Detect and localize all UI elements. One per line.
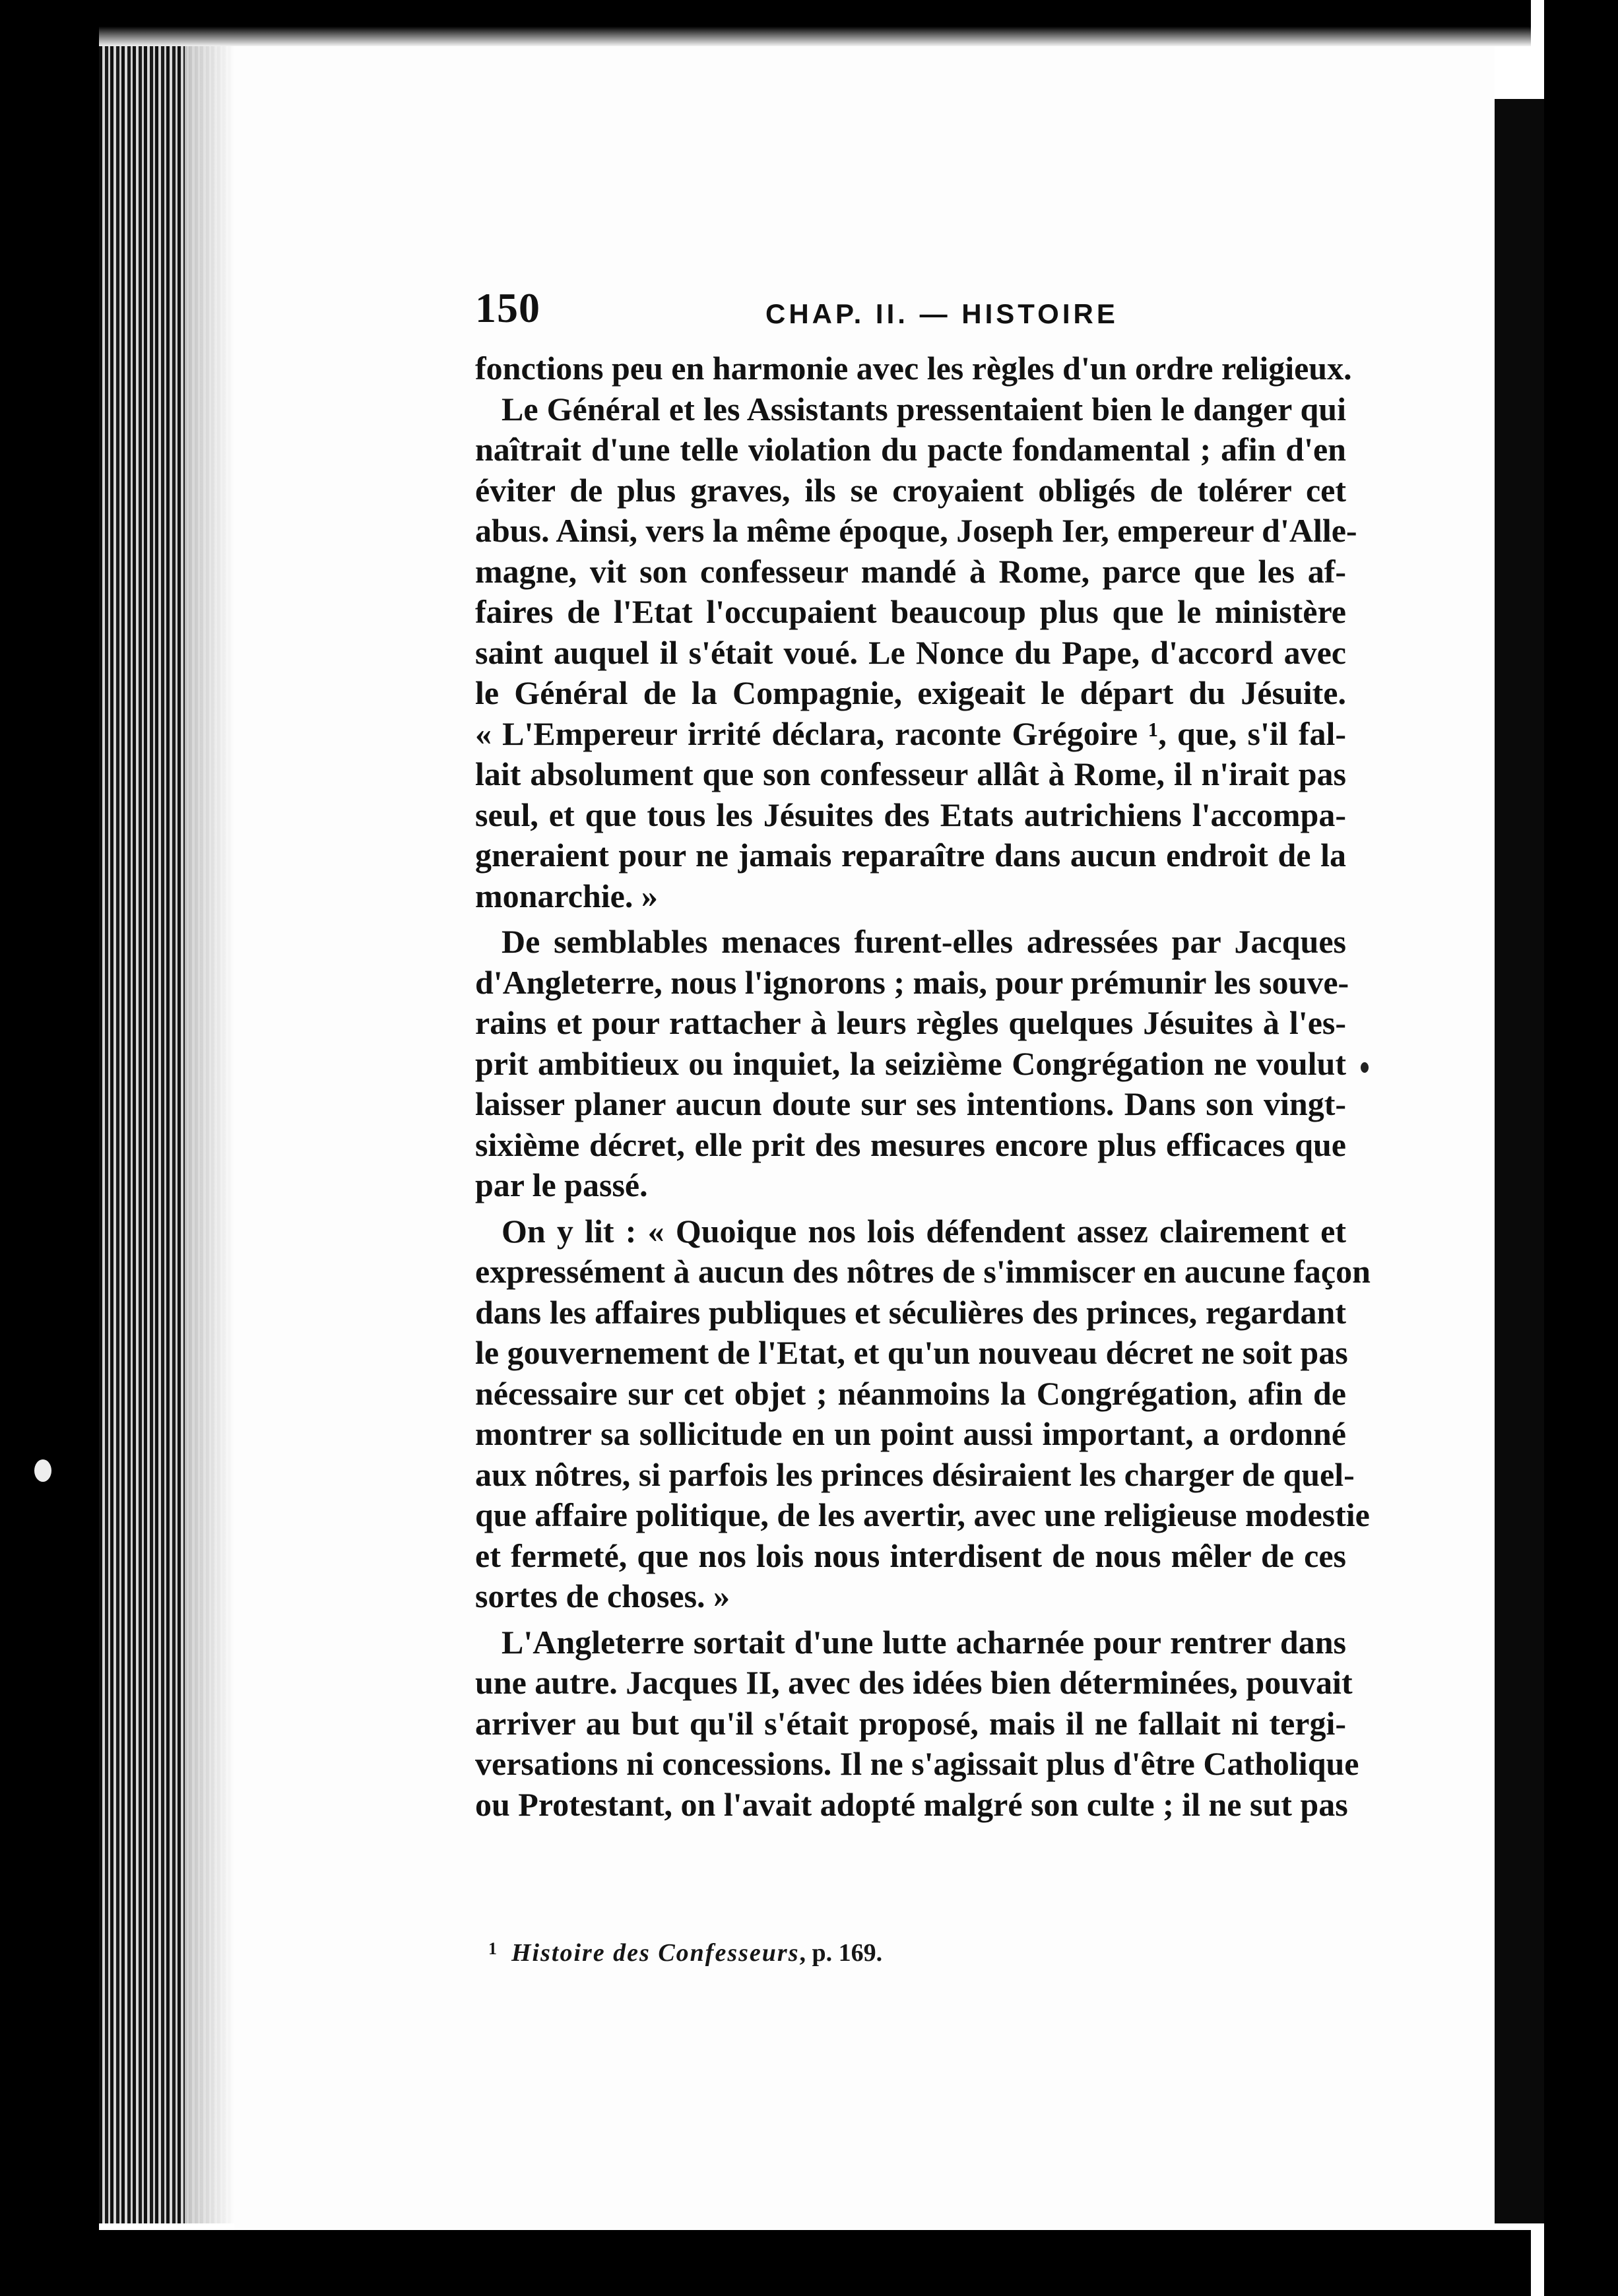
scan-right-border bbox=[1544, 0, 1618, 2296]
footnote-source: Histoire des Confesseurs bbox=[511, 1939, 800, 1967]
text-line: ou Protestant, on l'avait adopté malgré son culte ; il ne sut pas bbox=[475, 1785, 1348, 1823]
text-line: éviter de plus graves, ils se croyaient obligés de tolérer cet bbox=[475, 471, 1346, 509]
scan-top-border bbox=[99, 0, 1531, 46]
text-line: prit ambitieux ou inquiet, la seizième Congrégation ne voulut bbox=[475, 1044, 1346, 1082]
footnote-mark: 1 bbox=[488, 1939, 497, 1958]
text-line: une autre. Jacques II, avec des idées bien déterminées, pouvait bbox=[475, 1664, 1353, 1701]
text-line: montrer sa sollicitude en un point aussi important, a ordonné bbox=[475, 1415, 1346, 1452]
paragraph-gap bbox=[475, 916, 1346, 922]
text-line: par le passé. bbox=[475, 1166, 648, 1203]
text-line: De semblables menaces furent-elles adressées par Jacques bbox=[502, 923, 1346, 960]
text-line: le Général de la Compagnie, exigeait le départ du Jésuite. bbox=[475, 674, 1346, 711]
text-line: magne, vit son confesseur mandé à Rome, parce que les af- bbox=[475, 552, 1346, 590]
text-line: arriver au but qu'il s'était proposé, mais il ne fallait ni tergi- bbox=[475, 1704, 1346, 1742]
scan-speck bbox=[1361, 1062, 1369, 1073]
body-text bbox=[475, 348, 1371, 1825]
text-line: nécessaire sur cet objet ; néanmoins la Congrégation, afin de bbox=[475, 1374, 1346, 1412]
text-line: expressément à aucun des nôtres de s'immiscer en aucune façon bbox=[475, 1253, 1371, 1290]
paragraph-gap bbox=[475, 1206, 1346, 1211]
text-line: saint auquel il s'était voué. Le Nonce du Pape, d'accord avec bbox=[475, 633, 1346, 671]
page-edge-shading bbox=[185, 46, 238, 2223]
text-line: « L'Empereur irrité déclara, raconte Grégoire ¹, que, s'il fal- bbox=[475, 715, 1346, 752]
text-line: et fermeté, que nos lois nous interdisent de nous mêler de ces bbox=[475, 1537, 1346, 1574]
footnote bbox=[488, 1938, 1280, 1967]
text-line: On y lit : « Quoique nos lois défendent assez clairement et bbox=[502, 1212, 1346, 1250]
text-line: aux nôtres, si parfois les princes désiraient les charger de quel- bbox=[475, 1455, 1355, 1493]
page-header bbox=[475, 284, 1346, 343]
text-line: Le Général et les Assistants pressentaient bien le danger qui bbox=[502, 390, 1346, 428]
text-line: sixième décret, elle prit des mesures encore plus efficaces que bbox=[475, 1126, 1346, 1163]
text-line: naîtrait d'une telle violation du pacte fondamental ; afin d'en bbox=[475, 431, 1346, 468]
facing-page-shadow bbox=[1495, 99, 1544, 2223]
text-line: abus. Ainsi, vers la même époque, Joseph Ier, empereur d'Alle- bbox=[475, 512, 1357, 549]
text-line: L'Angleterre sortait d'une lutte acharnée pour rentrer dans bbox=[502, 1623, 1346, 1661]
text-line: que affaire politique, de les avertir, avec une religieuse modestie bbox=[475, 1496, 1370, 1533]
text-line: versations ni concessions. Il ne s'agissait plus d'être Catholique bbox=[475, 1745, 1359, 1782]
page-number: 150 bbox=[475, 284, 540, 331]
text-line: monarchie. » bbox=[475, 877, 658, 914]
scan-bottom-border bbox=[99, 2230, 1531, 2296]
text-line: le gouvernement de l'Etat, et qu'un nouveau décret ne soit pas bbox=[475, 1334, 1348, 1371]
text-line: seul, et que tous les Jésuites des Etats autrichiens l'accompa- bbox=[475, 796, 1346, 833]
text-line: sortes de choses. » bbox=[475, 1578, 730, 1614]
text-line: fonctions peu en harmonie avec les règles d'un ordre religieux. bbox=[475, 350, 1352, 387]
scan-speck bbox=[34, 1459, 51, 1482]
text-line: laisser planer aucun doute sur ses intentions. Dans son vingt- bbox=[475, 1085, 1346, 1122]
paragraph-gap bbox=[475, 1617, 1346, 1622]
scan-left-border bbox=[0, 0, 99, 2296]
text-line: rains et pour rattacher à leurs règles quelques Jésuites à l'es- bbox=[475, 1004, 1346, 1041]
text-line: dans les affaires publiques et séculières des princes, regardant bbox=[475, 1293, 1346, 1331]
text-line: faires de l'Etat l'occupaient beaucoup plus que le ministère bbox=[475, 593, 1346, 630]
running-head: CHAP. II. — HISTOIRE bbox=[765, 298, 1118, 329]
text-line: d'Angleterre, nous l'ignorons ; mais, pour prémunir les souve- bbox=[475, 963, 1349, 1001]
footnote-reference: , p. 169. bbox=[799, 1939, 883, 1967]
text-line: lait absolument que son confesseur allât à Rome, il n'irait pas bbox=[475, 755, 1346, 792]
text-line: gneraient pour ne jamais reparaître dans aucun endroit de la bbox=[475, 837, 1346, 874]
